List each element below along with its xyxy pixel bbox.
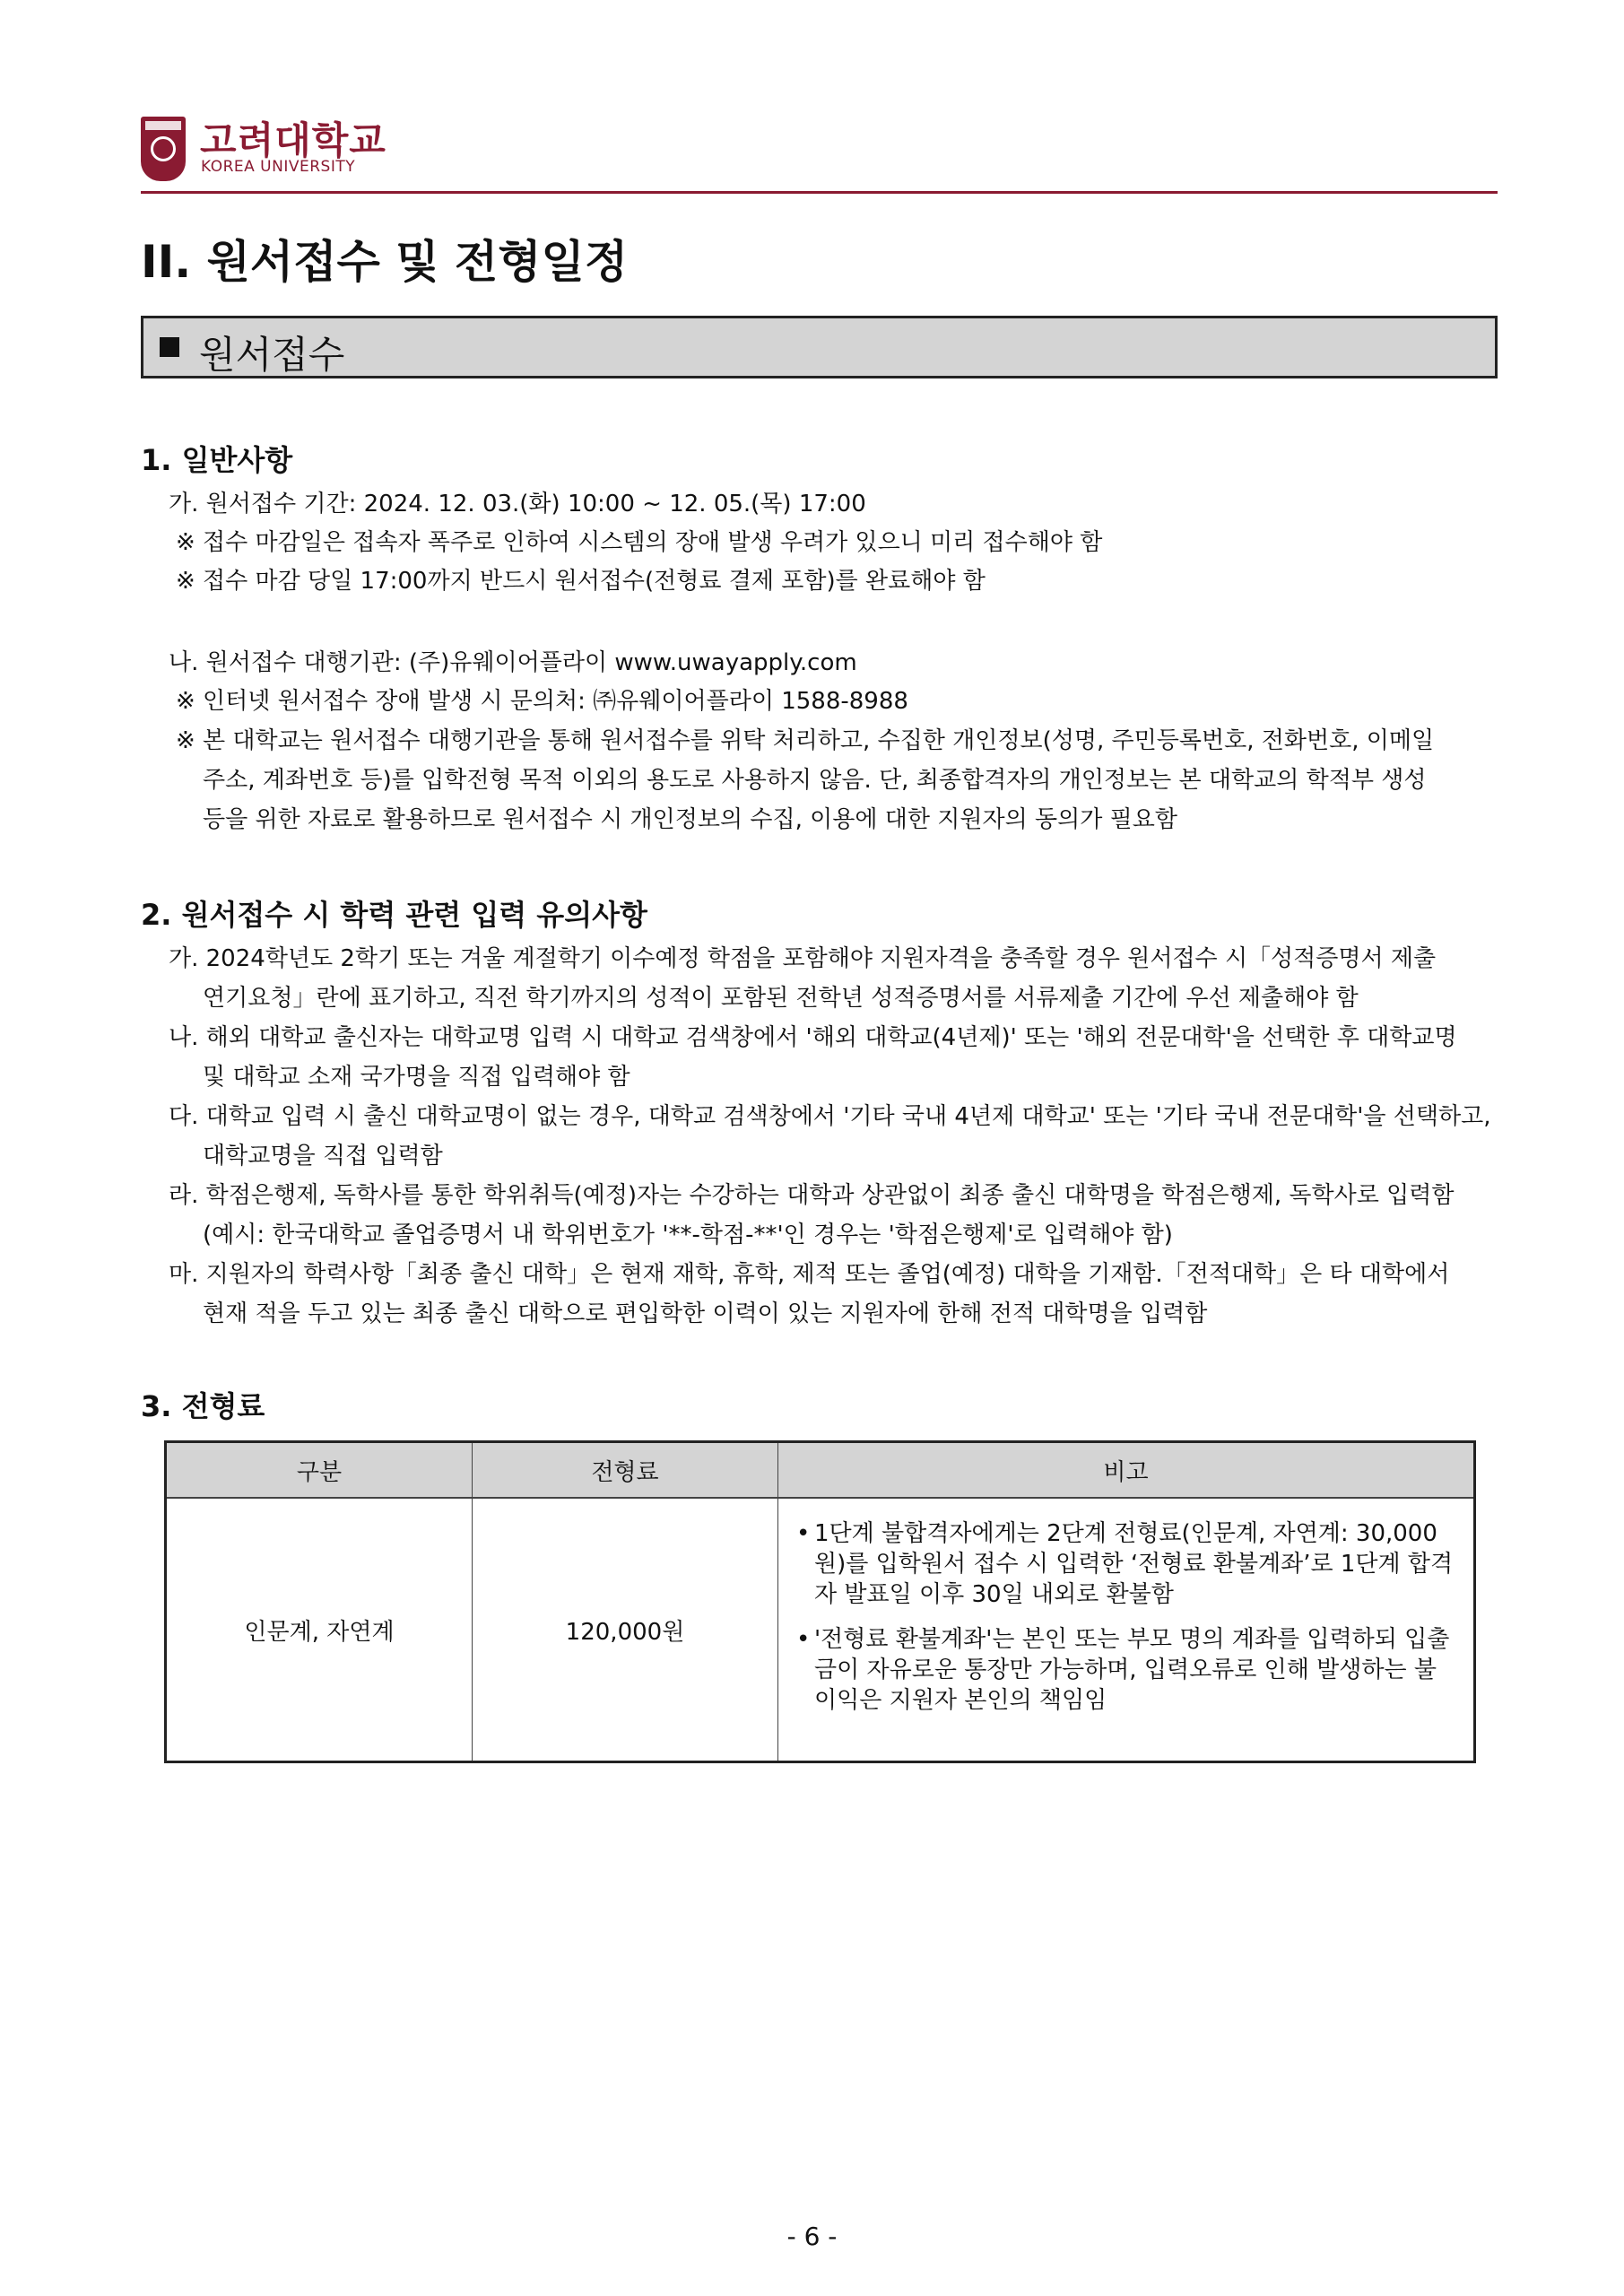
sec1-na-note-1: ※ 인터넷 원서접수 장애 발생 시 문의처: ㈜유웨이어플라이 1588-8988 (176, 688, 908, 715)
page-number: - 6 - (786, 2222, 838, 2251)
section-banner (141, 316, 1498, 378)
table-header-category: 구분 (166, 1442, 473, 1499)
note-bullet-item (796, 1624, 1457, 1716)
note-bullet-item (796, 1518, 1457, 1610)
sec1-ga-note-1: ※ 접수 마감일은 접속자 폭주로 인하여 시스템의 장애 발생 우려가 있으니 미리 접수해야 함 (176, 529, 1103, 556)
sec2-da-line-2: 대학교명을 직접 입력함 (203, 1143, 443, 1170)
sec2-ga-line-2: 연기요청」란에 표기하고, 직전 학기까지의 성적이 포함된 전학년 성적증명서를 서류제출 기간에 우선 제출해야 함 (203, 985, 1359, 1012)
table-cell-fee: 120,000원 (473, 1498, 778, 1762)
note-text-1: 1단계 불합격자에게는 2단계 전형료(인문계, 자연계: 30,000원)를 입학원서 접수 시 입력한 ‘전형료 환불계좌’로 1단계 합격자 발표일 이후 30일 내외로 환불함 (814, 1520, 1454, 1608)
table-cell-note (778, 1498, 1475, 1762)
sec2-da-line-1: 다. 대학교 입력 시 출신 대학교명이 없는 경우, 대학교 검색창에서 '기타 국내 4년제 대학교' 또는 '기타 국내 전문대학'을 선택하고, (169, 1103, 1491, 1130)
fee-table (164, 1440, 1476, 1763)
section-2-heading: 2. 원서접수 시 학력 관련 입력 유의사항 (141, 898, 647, 932)
page-title: II. 원서접수 및 전형일정 (141, 236, 629, 288)
bullet-dot-icon: • (796, 1520, 811, 1547)
sec2-ma-line-1: 마. 지원자의 학력사항「최종 출신 대학」은 현재 재학, 휴학, 제적 또는 졸업(예정) 대학을 기재함.「전적대학」은 타 대학에서 (169, 1261, 1450, 1288)
sec1-na-note-2-line-2: 주소, 계좌번호 등)를 입학전형 목적 이외의 용도로 사용하지 않음. 단, 최종합격자의 개인정보는 본 대학교의 학적부 생성 (203, 767, 1427, 794)
sec2-ga-line-1: 가. 2024학년도 2학기 또는 겨울 계절학기 이수예정 학점을 포함해야 지원자격을 충족할 경우 원서접수 시「성적증명서 제출 (169, 945, 1437, 972)
logo-english-name: KOREA UNIVERSITY (201, 158, 356, 176)
note-text-2: '전형료 환불계좌'는 본인 또는 부모 명의 계좌를 입력하되 입출금이 자유로운 통장만 가능하며, 입력오류로 인해 발생하는 불이익은 지원자 본인의 책임임 (814, 1626, 1450, 1714)
sec1-item-na: 나. 원서접수 대행기관: (주)유웨이어플라이 www.uwayapply.com (169, 649, 857, 676)
section-3-heading: 3. 전형료 (141, 1389, 265, 1423)
bullet-dot-icon: • (796, 1626, 811, 1653)
sec1-na-note-2-line-1: ※ 본 대학교는 원서접수 대행기관을 통해 원서접수를 위탁 처리하고, 수집한 개인정보(성명, 주민등록번호, 전화번호, 이메일 (176, 727, 1435, 754)
sec2-na-line-1: 나. 해외 대학교 출신자는 대학교명 입력 시 대학교 검색창에서 '해외 대학교(4년제)' 또는 '해외 전문대학'을 선택한 후 대학교명 (169, 1024, 1457, 1051)
table-row (166, 1498, 1475, 1762)
crest-icon (141, 117, 186, 181)
sec2-ra-line-1: 라. 학점은행제, 독학사를 통한 학위취득(예정)자는 수강하는 대학과 상관없이 최종 출신 대학명을 학점은행제, 독학사로 입력함 (169, 1182, 1455, 1209)
logo-korean-name: 고려대학교 (200, 118, 386, 162)
sec2-na-line-2: 및 대학교 소재 국가명을 직접 입력해야 함 (203, 1064, 630, 1091)
sec2-ra-line-2: (예시: 한국대학교 졸업증명서 내 학위번호가 '**-학점-**'인 경우는 '학점은행제'로 입력해야 함) (203, 1222, 1173, 1248)
table-header-row (166, 1442, 1475, 1499)
square-bullet-icon (160, 337, 179, 357)
table-header-fee: 전형료 (473, 1442, 778, 1499)
header-divider (141, 191, 1498, 194)
table-cell-category: 인문계, 자연계 (166, 1498, 473, 1762)
sec1-item-ga: 가. 원서접수 기간: 2024. 12. 03.(화) 10:00 ~ 12. 05.(목) 17:00 (169, 491, 866, 517)
table-header-note: 비고 (778, 1442, 1475, 1499)
sec2-ma-line-2: 현재 적을 두고 있는 최종 출신 대학으로 편입학한 이력이 있는 지원자에 한해 전적 대학명을 입력함 (203, 1300, 1208, 1327)
section-1-heading: 1. 일반사항 (141, 443, 293, 477)
sec1-ga-note-2: ※ 접수 마감 당일 17:00까지 반드시 원서접수(전형료 결제 포함)를 완료해야 함 (176, 568, 986, 595)
sec1-na-note-2-line-3: 등을 위한 자료로 활용하므로 원서접수 시 개인정보의 수집, 이용에 대한 지원자의 동의가 필요함 (203, 806, 1177, 833)
section-banner-label: 원서접수 (199, 333, 345, 377)
